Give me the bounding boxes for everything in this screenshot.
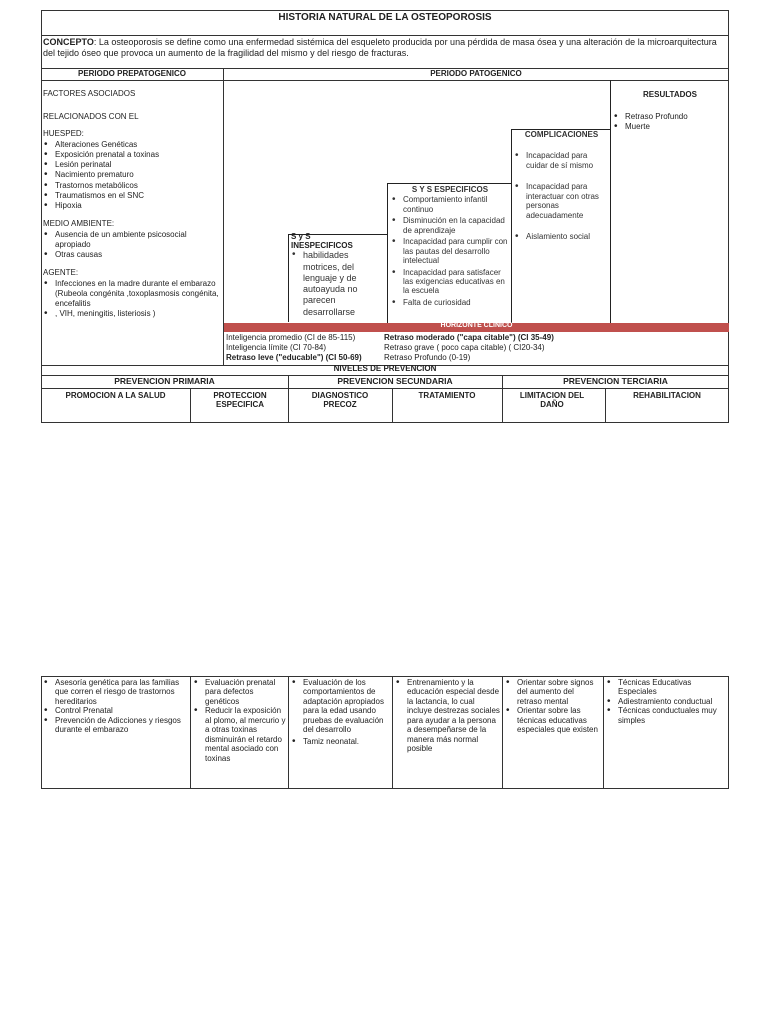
prepatogenico-column — [43, 89, 221, 319]
list-item: • Falta de curiosidad — [391, 298, 509, 307]
prevencion-terciaria-header: PREVENCION TERCIARIA — [563, 376, 668, 386]
proteccion-cell — [193, 678, 286, 763]
list-item: • Otras causas — [43, 250, 221, 260]
period-header-divider — [41, 80, 729, 81]
list-item: • Prevención de Adicciones y riesgos durante el embarazo — [43, 716, 188, 735]
complicaciones-title: COMPLICACIONES — [524, 130, 599, 139]
list-item: • Incapacidad para cumplir con las pautas del desarrollo intelectual — [391, 237, 509, 265]
list-item: • Comportamiento infantil continuo — [391, 195, 509, 214]
page-title: HISTORIA NATURAL DE LA OSTEOPOROSIS — [278, 12, 492, 23]
bottom-vline-5 — [603, 676, 604, 789]
title-divider — [41, 35, 729, 36]
horizonte-item: Inteligencia promedio (CI de 85-115) — [226, 333, 356, 342]
tratamiento-cell — [395, 678, 500, 754]
list-item: • Retraso Profundo — [613, 112, 727, 121]
limitacion-dano-header: LIMITACION DEL DAÑO — [519, 391, 585, 410]
bottom-vline-4 — [502, 676, 503, 789]
factores-asociados-text: FACTORES ASOCIADOS — [43, 89, 136, 98]
list-item: • Incapacidad para satisfacer las exigencias educativas en la escuela — [391, 268, 509, 296]
list-item: • Disminución en la capacidad de aprendizaje — [391, 216, 509, 235]
tratamiento-header: TRATAMIENTO — [418, 391, 476, 400]
list-item: • Entrenamiento y la educación especial desde la lactancia, lo cual incluye destrezas sociales para ayudar a la persona a desempeñarse de la manera más normal posible — [395, 678, 500, 754]
list-item: • habilidades motrices, del lenguaje y de autoayuda no parecen desarrollarse — [291, 250, 387, 318]
niveles-prevencion-header: NIVELES DE PREVENCION — [333, 364, 437, 373]
list-item: • Asesoría genética para las familias que corren el riesgo de trastornos hereditarios — [43, 678, 188, 706]
huesped-list — [43, 140, 221, 212]
inespecificos-title-1: S y S — [291, 232, 311, 241]
sub-vline-1 — [190, 388, 191, 423]
resultados-list — [613, 112, 727, 131]
resultados-block — [613, 90, 727, 131]
bottom-vline-1 — [190, 676, 191, 789]
prevencion-vline-1 — [288, 375, 289, 423]
tratamiento-list — [395, 678, 500, 754]
relacionados-text: RELACIONADOS CON EL — [43, 112, 139, 122]
list-item: • Muerte — [613, 122, 727, 131]
promocion-cell — [43, 678, 188, 735]
promocion-salud-header: PROMOCION A LA SALUD — [65, 391, 166, 400]
list-item: • Infecciones en la madre durante el embarazo (Rubeola congénita ,toxoplasmosis congénita, encefalitis — [43, 279, 221, 310]
list-item: • Ausencia de un ambiente psicosocial apropiado — [43, 230, 221, 250]
horizonte-item: Retraso grave ( poco capa citable) ( CI20-34) — [384, 342, 545, 352]
horizonte-item: Retraso Profundo (0-19) — [384, 352, 471, 362]
stair-step-4-side — [610, 80, 611, 323]
list-item: • Evaluación prenatal para defectos genéticos — [193, 678, 286, 706]
list-item: • , VIH, meningitis, listeriosis ) — [43, 309, 221, 319]
horizonte-item: Inteligencia límite (CI 70-84) — [226, 342, 327, 352]
list-item: • Orientar sobre las técnicas educativas especiales que existen — [505, 706, 601, 734]
stair-step-1-side — [288, 234, 289, 322]
period-prepatogenico-header: PERIODO PREPATOGENICO — [77, 69, 186, 78]
inespecificos-list — [291, 250, 387, 318]
complicaciones-list — [514, 151, 609, 241]
promocion-list — [43, 678, 188, 735]
rehabilitacion-cell — [606, 678, 727, 725]
list-item: • Traumatismos en el SNC — [43, 191, 221, 201]
list-item: • Incapacidad para interactuar con otras personas adecuadamente — [514, 182, 609, 220]
list-item: • Incapacidad para cuidar de sí mismo — [514, 151, 609, 170]
list-item: • Evaluación de los comportamientos de adaptación apropiados para la edad usando pruebas de evaluación del desarrollo — [291, 678, 390, 735]
bottom-vline-2 — [288, 676, 289, 789]
medio-ambiente-label: MEDIO AMBIENTE: — [43, 219, 115, 229]
diagnostico-cell — [291, 678, 390, 746]
concept-text: : La osteoporosis se define como una enfermedad sistémica del esqueleto producida por una pérdida de masa ósea y una alteración de la microarquitectura del tejido óseo que provoca un aumento de la fragilidad del mismo y del riesgo de fracturas. — [43, 37, 717, 58]
diagnostico-list — [291, 678, 390, 746]
inespecificos-title-2: INESPECIFICOS — [291, 241, 353, 251]
prevencion-vline-2 — [502, 375, 503, 423]
list-item: • Nacimiento prematuro — [43, 170, 221, 180]
list-item: • Reducir la exposición al plomo, al mercurio y a otras toxinas disminuirán el retardo mental asociado con toxinas — [193, 706, 286, 763]
agente-list — [43, 279, 221, 320]
bottom-vline-3 — [392, 676, 393, 789]
list-item: • Hipoxia — [43, 201, 221, 211]
concept-block — [43, 37, 727, 59]
horizonte-clinico-label: HORIZONTE CLINICO — [440, 322, 513, 329]
horizonte-item: Retraso leve ("educable") (CI 50-69) — [226, 352, 362, 362]
horizonte-item: Retraso moderado ("capa citable") (CI 35-49) — [384, 333, 554, 342]
period-vertical-divider — [223, 68, 224, 365]
especificos-list — [391, 195, 509, 307]
horizonte-col-1 — [226, 333, 386, 362]
list-item: • Exposición prenatal a toxinas — [43, 150, 221, 160]
stair-step-2-top — [387, 183, 512, 184]
resultados-title: RESULTADOS — [643, 90, 697, 99]
prevencion-divider — [41, 388, 729, 389]
period-patogenico-header: PERIODO PATOGENICO — [430, 69, 522, 78]
medio-ambiente-list — [43, 230, 221, 261]
list-item: • Trastornos metabólicos — [43, 181, 221, 191]
rehabilitacion-header: REHABILITACION — [633, 391, 701, 400]
inespecificos-block — [291, 232, 387, 318]
stair-step-3-side — [511, 129, 512, 323]
agente-label: AGENTE: — [43, 268, 79, 278]
proteccion-list — [193, 678, 286, 763]
list-item: • Alteraciones Genéticas — [43, 140, 221, 150]
prevencion-secundaria-header: PREVENCION SECUNDARIA — [337, 376, 453, 386]
limitacion-cell — [505, 678, 601, 735]
list-item: • Técnicas conductuales muy simples — [606, 706, 727, 725]
list-item: • Aislamiento social — [514, 232, 609, 241]
especificos-title: S Y S ESPECIFICOS — [411, 185, 489, 194]
list-item: • Adiestramiento conductual — [606, 697, 727, 706]
horizonte-col-2 — [384, 333, 714, 362]
limitacion-list — [505, 678, 601, 735]
huesped-label: HUESPED: — [43, 129, 84, 139]
list-item: • Orientar sobre signos del aumento del retraso mental — [505, 678, 601, 706]
prevencion-primaria-header: PREVENCION PRIMARIA — [114, 376, 215, 386]
list-item: • Control Prenatal — [43, 706, 188, 715]
list-item: • Tamiz neonatal. — [291, 737, 390, 746]
complicaciones-block — [514, 130, 609, 242]
concept-label: CONCEPTO — [43, 37, 94, 47]
proteccion-especifica-header: PROTECCION ESPECIFICA — [213, 391, 267, 410]
diagnostico-precoz-header: DIAGNOSTICO PRECOZ — [311, 391, 369, 410]
especificos-block — [391, 185, 509, 307]
stair-step-2-side — [387, 183, 388, 323]
list-item: • Técnicas Educativas Especiales — [606, 678, 727, 697]
list-item: • Lesión perinatal — [43, 160, 221, 170]
rehabilitacion-list — [606, 678, 727, 725]
